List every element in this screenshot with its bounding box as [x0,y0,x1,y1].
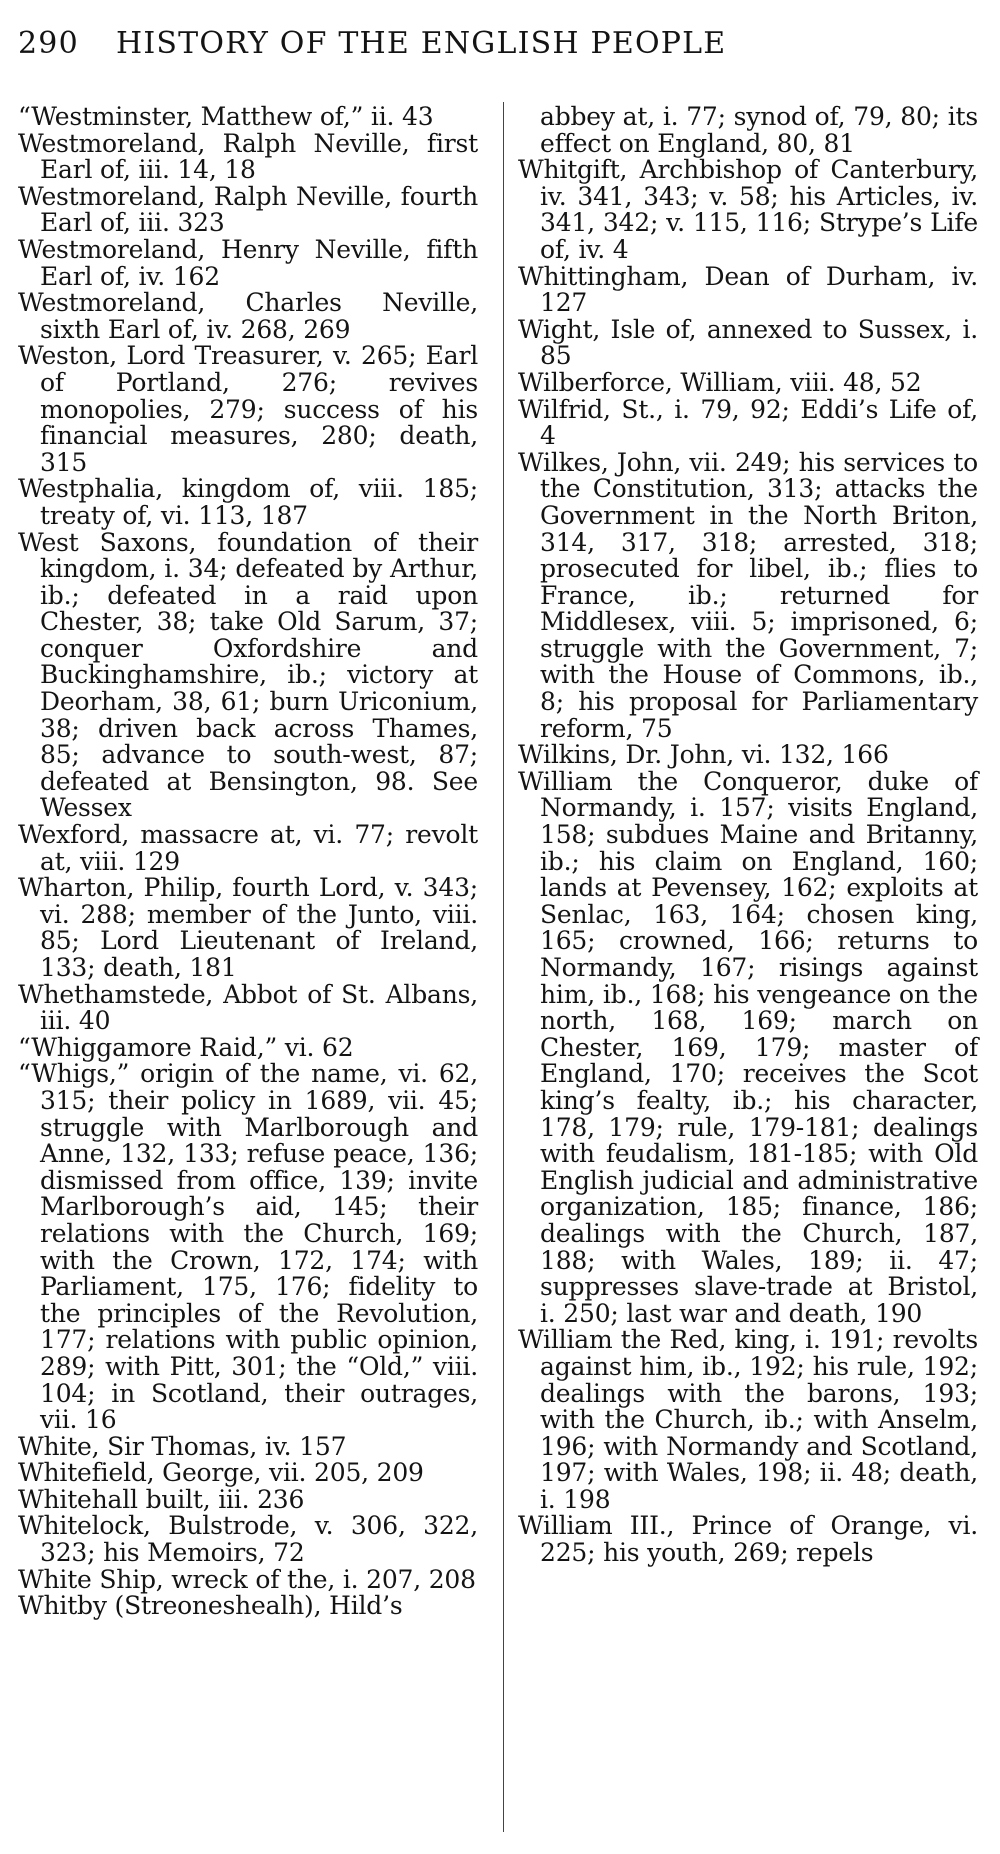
index-column-right [518,104,978,1567]
index-entry: Whitefield, George, vii. 205, 209 [18,1458,424,1488]
index-entry: Wexford, massacre at, vi. 77; revolt at, viii. 129 [18,820,478,876]
column-divider [503,102,504,1832]
index-entry: West Saxons, foundation of their kingdom, i. 34; defeated by Arthur, ib.; defeated in a raid upon Chester, 38; take Old Sarum, 37; conquer Oxfordshire and Buckinghamshire, ib.; victory at Deorham, 38, 61; burn Uriconium, 38; driven back across Thames, 85; advance to south-west, 87; defeated at Bensington, 98. See Wessex [18,527,478,823]
index-entry: “Whigs,” origin of the name, vi. 62, 315; their policy in 1689, vii. 45; struggle with Marlborough and Anne, 132, 133; refuse peace, 136; dismissed from office, 139; invite Marlborough’s aid, 145; their relations with the Church, 169; with the Crown, 172, 174; with Parliament, 175, 176; fidelity to the principles of the Revolution, 177; relations with public opinion, 289; with Pitt, 301; the “Old,” viii. 104; in Scotland, their outrages, vii. 16 [18,1059,478,1435]
index-entry: Whitby (Streoneshealh), Hild’s [18,1591,403,1621]
index-entry: “Whiggamore Raid,” vi. 62 [18,1032,354,1062]
index-entry: Weston, Lord Treasurer, v. 265; Earl of Portland, 276; revives monopolies, 279; success of his financial measures, 280; death, 315 [18,341,478,477]
index-entry: Westmoreland, Henry Neville, fifth Earl of, iv. 162 [18,234,478,291]
index-entry: Westmoreland, Ralph Neville, first Earl of, iii. 14, 18 [18,128,478,185]
index-entry: Wilkes, John, vii. 249; his services to the Constitution, 313; attacks the Government in the North Briton, 314, 317, 318; arrested, 318; prosecuted for libel, ib.; flies to France, ib.; returned for Middlesex, viii. 5; imprisoned, 6; struggle with the Government, 7; with the House of Commons, ib., 8; his proposal for Parliamentary reform, 75 [518,447,978,743]
index-entry: Westphalia, kingdom of, viii. 185; treaty of, vi. 113, 187 [18,474,478,530]
index-entry: “Westminster, Matthew of,” ii. 43 [18,102,434,131]
index-entry: William III., Prince of Orange, vi. 225; his youth, 269; repels [518,1511,978,1568]
running-title: HISTORY OF THE ENGLISH PEOPLE [116,26,727,61]
index-column-left [18,104,478,1620]
index-entry: Whethamstede, Abbot of St. Albans, iii. 40 [18,979,478,1036]
index-entry: Whittingham, Dean of Durham, iv. 127 [518,261,978,318]
index-entry: Westmoreland, Charles Neville, sixth Earl of, iv. 268, 269 [18,288,478,344]
index-entry: William the Red, king, i. 191; revolts against him, ib., 192; his rule, 192; dealings with the barons, 193; with the Church, ib.; with Anselm, 196; with Normandy and Scotland, 197; with Wales, 198; ii. 48; death, i. 198 [518,1325,978,1514]
index-entry: Wight, Isle of, annexed to Sussex, i. 85 [518,314,978,371]
index-entry: Whitelock, Bulstrode, v. 306, 322, 323; his Memoirs, 72 [18,1511,478,1568]
page-header [18,26,978,66]
index-entry: Wilkins, Dr. John, vi. 132, 166 [518,740,889,770]
index-entry: Wilberforce, William, viii. 48, 52 [518,367,922,397]
index-entry-continued: abbey at, i. 77; synod of, 79, 80; its effect on England, 80, 81 [540,102,978,158]
index-entry: White, Sir Thomas, iv. 157 [18,1431,347,1461]
index-entry: William the Conqueror, duke of Normandy, i. 157; visits England, 158; subdues Maine and Britanny, ib.; his claim on England, 160; lands at Pevensey, 162; exploits at Senlac, 163, 164; chosen king, 165; crowned, 166; returns to Normandy, 167; risings against him, ib., 168; his vengeance on the north, 168, 169; march on Chester, 169, 179; master of England, 170; receives the Scot king’s fealty, ib.; his character, 178, 179; rule, 179-181; dealings with feudalism, 181-185; with Old English judicial and administrative organization, 185; finance, 186; dealings with the Church, 187, 188; with Wales, 189; ii. 47; suppresses slave-trade at Bristol, i. 250; last war and death, 190 [518,766,978,1328]
index-entry: Westmoreland, Ralph Neville, fourth Earl of, iii. 323 [18,181,478,238]
index-entry: Whitehall built, iii. 236 [18,1484,305,1514]
index-entry: White Ship, wreck of the, i. 207, 208 [18,1564,476,1594]
page-number: 290 [18,26,79,61]
index-entry: Wharton, Philip, fourth Lord, v. 343; vi. 288; member of the Junto, viii. 85; Lord Lieutenant of Ireland, 133; death, 181 [18,873,478,982]
index-entry: Whitgift, Archbishop of Canterbury, iv. 341, 343; v. 58; his Articles, iv. 341, 342; v. 115, 116; Strype’s Life of, iv. 4 [518,155,978,264]
index-entry: Wilfrid, St., i. 79, 92; Eddi’s Life of, 4 [518,394,978,451]
